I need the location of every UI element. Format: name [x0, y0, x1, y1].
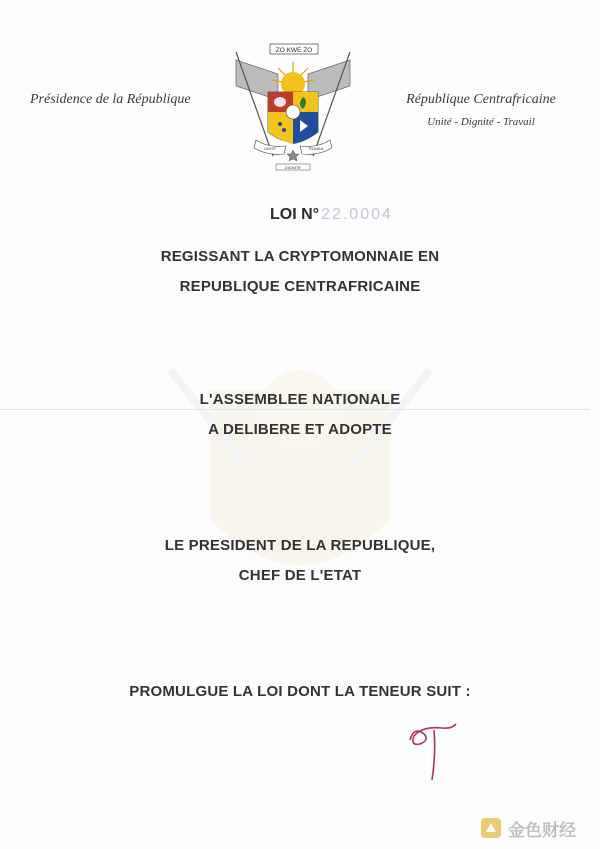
law-number-value: 22.0004	[321, 206, 393, 223]
ribbon-left-text: UNITE	[264, 146, 276, 151]
brand-logo-icon	[480, 817, 502, 839]
republic-heading-block	[386, 92, 576, 128]
signature-mark	[400, 712, 460, 782]
promulgation-line: PROMULGUE LA LOI DONT LA TENEUR SUIT :	[129, 683, 471, 700]
president-line-1: LE PRESIDENT DE LA REPUBLIQUE,	[164, 537, 436, 554]
ribbon-right-text: TRAVAIL	[307, 146, 325, 151]
law-number	[270, 206, 393, 224]
assembly-line-1: L'ASSEMBLEE NATIONALE	[199, 391, 401, 408]
republic-title: République Centrafricaine	[406, 92, 556, 107]
law-title-line-1: REGISSANT LA CRYPTOMONNAIE EN	[160, 248, 440, 265]
ribbon-center-text: DIGNITE	[284, 165, 302, 170]
brand-watermark-text: 金色财经	[508, 820, 576, 841]
brand-watermark	[480, 815, 595, 841]
president-line-2: CHEF DE L'ETAT	[238, 567, 362, 584]
coat-of-arms-emblem	[228, 40, 358, 172]
scan-artifact-line	[0, 409, 590, 410]
assembly-line-2: A DELIBERE ET ADOPTE	[208, 421, 392, 438]
banner-top-text: ZO KWE ZO	[275, 47, 313, 54]
national-motto: Unité - Dignité - Travail	[427, 116, 535, 128]
presidency-heading: Présidence de la République	[30, 92, 191, 107]
law-title-line-2: REPUBLIQUE CENTRAFRICAINE	[179, 278, 421, 295]
law-label: LOI N°	[270, 206, 320, 223]
